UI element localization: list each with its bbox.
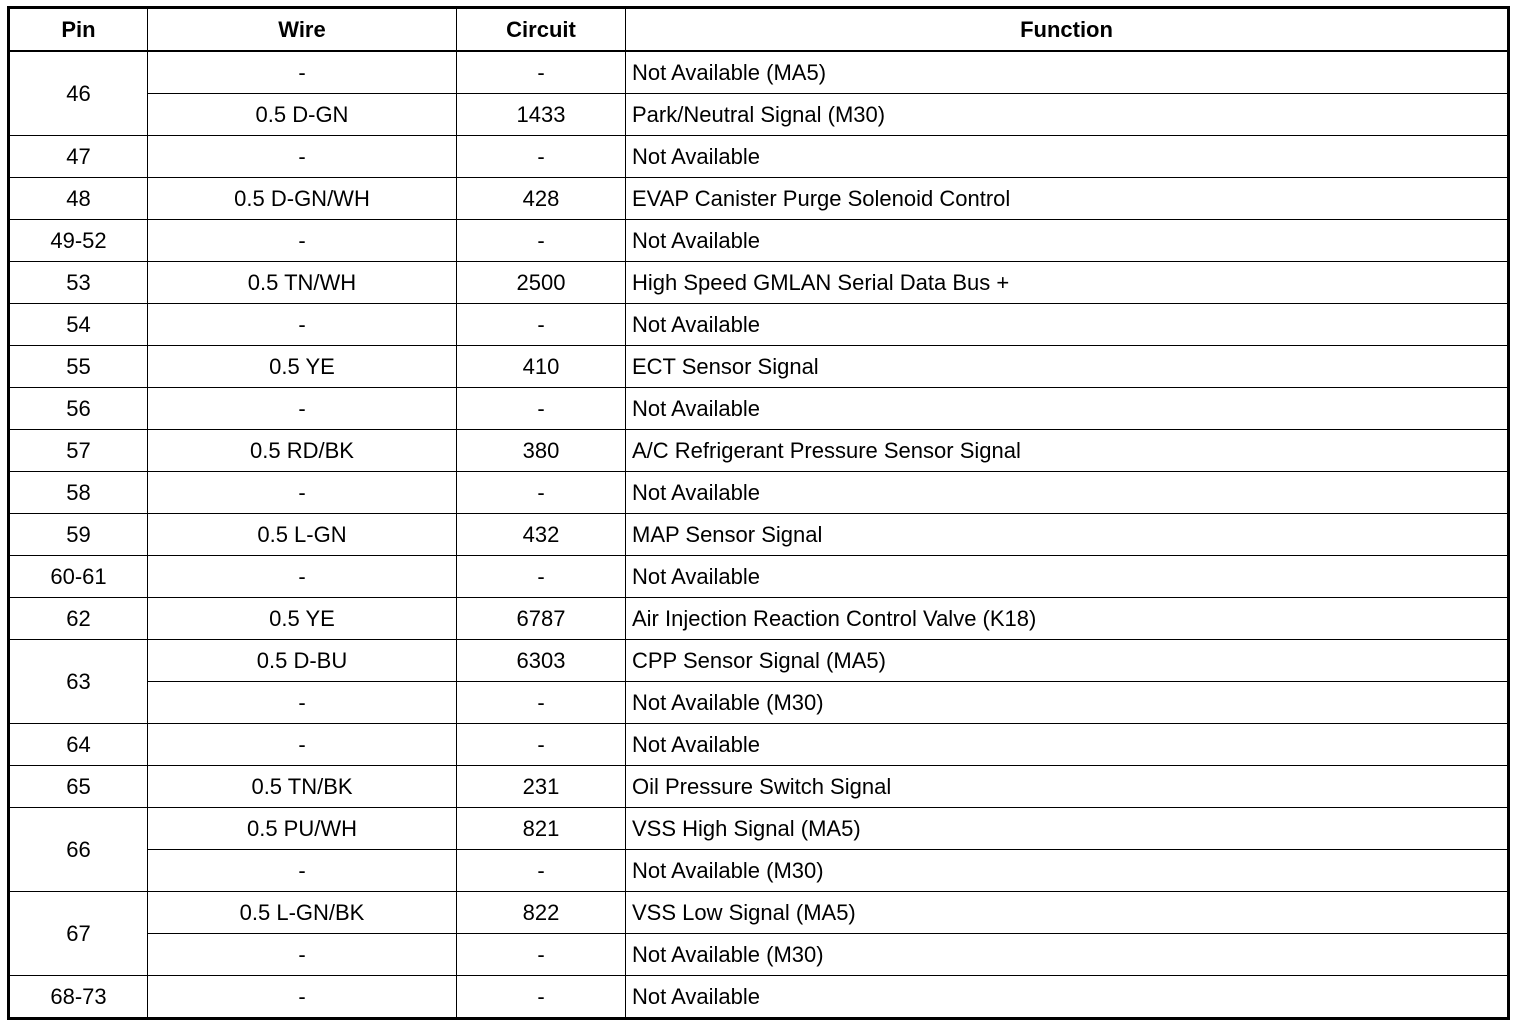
pin-column-header: Pin [9, 8, 148, 52]
wire-cell: - [148, 556, 457, 598]
table-row [9, 808, 1509, 850]
table-row [9, 556, 1509, 598]
pin-cell: 46 [9, 51, 148, 136]
wire-cell: 0.5 D-GN [148, 94, 457, 136]
pin-cell: 64 [9, 724, 148, 766]
wire-cell: - [148, 51, 457, 94]
circuit-cell: - [457, 976, 626, 1019]
table-row [9, 51, 1509, 94]
circuit-cell: 1433 [457, 94, 626, 136]
wire-cell: 0.5 L-GN [148, 514, 457, 556]
pin-cell: 54 [9, 304, 148, 346]
pin-cell: 67 [9, 892, 148, 976]
wire-cell: 0.5 L-GN/BK [148, 892, 457, 934]
wire-cell: 0.5 TN/WH [148, 262, 457, 304]
circuit-column-header: Circuit [457, 8, 626, 52]
table-row [9, 724, 1509, 766]
circuit-cell: - [457, 136, 626, 178]
function-cell: Not Available [626, 304, 1509, 346]
circuit-cell: - [457, 472, 626, 514]
pin-cell: 62 [9, 598, 148, 640]
function-cell: Not Available [626, 724, 1509, 766]
wire-cell: 0.5 RD/BK [148, 430, 457, 472]
circuit-cell: - [457, 556, 626, 598]
pin-cell: 68-73 [9, 976, 148, 1019]
function-cell: Not Available (MA5) [626, 51, 1509, 94]
circuit-cell: 380 [457, 430, 626, 472]
circuit-cell: - [457, 304, 626, 346]
pin-cell: 58 [9, 472, 148, 514]
table-row [9, 136, 1509, 178]
table-row [9, 94, 1509, 136]
function-column-header: Function [626, 8, 1509, 52]
wire-cell: - [148, 388, 457, 430]
pin-cell: 48 [9, 178, 148, 220]
table-row [9, 892, 1509, 934]
function-cell: Not Available [626, 388, 1509, 430]
table-row [9, 976, 1509, 1019]
function-cell: Not Available (M30) [626, 682, 1509, 724]
circuit-cell: 428 [457, 178, 626, 220]
circuit-cell: - [457, 934, 626, 976]
function-cell: A/C Refrigerant Pressure Sensor Signal [626, 430, 1509, 472]
wire-cell: 0.5 D-BU [148, 640, 457, 682]
function-cell: ECT Sensor Signal [626, 346, 1509, 388]
pin-cell: 49-52 [9, 220, 148, 262]
table-row [9, 682, 1509, 724]
circuit-cell: 6303 [457, 640, 626, 682]
circuit-cell: 231 [457, 766, 626, 808]
wire-cell: - [148, 850, 457, 892]
circuit-cell: - [457, 850, 626, 892]
wire-cell: - [148, 220, 457, 262]
pin-cell: 63 [9, 640, 148, 724]
circuit-cell: 6787 [457, 598, 626, 640]
wire-cell: 0.5 YE [148, 346, 457, 388]
function-cell: Not Available (M30) [626, 934, 1509, 976]
function-cell: Park/Neutral Signal (M30) [626, 94, 1509, 136]
circuit-cell: - [457, 220, 626, 262]
wire-cell: - [148, 724, 457, 766]
wire-cell: - [148, 934, 457, 976]
circuit-cell: 410 [457, 346, 626, 388]
table-row [9, 640, 1509, 682]
pin-cell: 56 [9, 388, 148, 430]
wire-column-header: Wire [148, 8, 457, 52]
circuit-cell: - [457, 682, 626, 724]
wire-cell: - [148, 304, 457, 346]
circuit-cell: 432 [457, 514, 626, 556]
pin-cell: 59 [9, 514, 148, 556]
function-cell: Not Available [626, 556, 1509, 598]
pin-cell: 66 [9, 808, 148, 892]
pin-cell: 57 [9, 430, 148, 472]
table-row [9, 598, 1509, 640]
circuit-cell: 821 [457, 808, 626, 850]
function-cell: Not Available [626, 976, 1509, 1019]
table-row [9, 304, 1509, 346]
table-row [9, 514, 1509, 556]
table-row [9, 934, 1509, 976]
connector-pinout-table [7, 6, 1510, 1020]
pin-cell: 65 [9, 766, 148, 808]
pin-cell: 47 [9, 136, 148, 178]
circuit-cell: 822 [457, 892, 626, 934]
pin-cell: 60-61 [9, 556, 148, 598]
function-cell: CPP Sensor Signal (MA5) [626, 640, 1509, 682]
function-cell: MAP Sensor Signal [626, 514, 1509, 556]
function-cell: Not Available [626, 136, 1509, 178]
pin-cell: 55 [9, 346, 148, 388]
circuit-cell: 2500 [457, 262, 626, 304]
wire-cell: - [148, 136, 457, 178]
table-row [9, 388, 1509, 430]
wire-cell: 0.5 YE [148, 598, 457, 640]
function-cell: Not Available [626, 220, 1509, 262]
function-cell: Not Available [626, 472, 1509, 514]
table-row [9, 178, 1509, 220]
table-row [9, 430, 1509, 472]
table-row [9, 262, 1509, 304]
wire-cell: - [148, 472, 457, 514]
function-cell: VSS Low Signal (MA5) [626, 892, 1509, 934]
pin-cell: 53 [9, 262, 148, 304]
table-row [9, 220, 1509, 262]
table-row [9, 472, 1509, 514]
function-cell: High Speed GMLAN Serial Data Bus + [626, 262, 1509, 304]
connector-pinout-table-container [7, 6, 1507, 1020]
function-cell: Not Available (M30) [626, 850, 1509, 892]
wire-cell: 0.5 D-GN/WH [148, 178, 457, 220]
wire-cell: 0.5 TN/BK [148, 766, 457, 808]
circuit-cell: - [457, 388, 626, 430]
function-cell: VSS High Signal (MA5) [626, 808, 1509, 850]
wire-cell: - [148, 682, 457, 724]
wire-cell: - [148, 976, 457, 1019]
table-row [9, 346, 1509, 388]
table-header-row [9, 8, 1509, 52]
table-row [9, 766, 1509, 808]
table-row [9, 850, 1509, 892]
circuit-cell: - [457, 51, 626, 94]
wire-cell: 0.5 PU/WH [148, 808, 457, 850]
function-cell: Air Injection Reaction Control Valve (K18) [626, 598, 1509, 640]
function-cell: Oil Pressure Switch Signal [626, 766, 1509, 808]
function-cell: EVAP Canister Purge Solenoid Control [626, 178, 1509, 220]
table-body [9, 51, 1509, 1019]
circuit-cell: - [457, 724, 626, 766]
